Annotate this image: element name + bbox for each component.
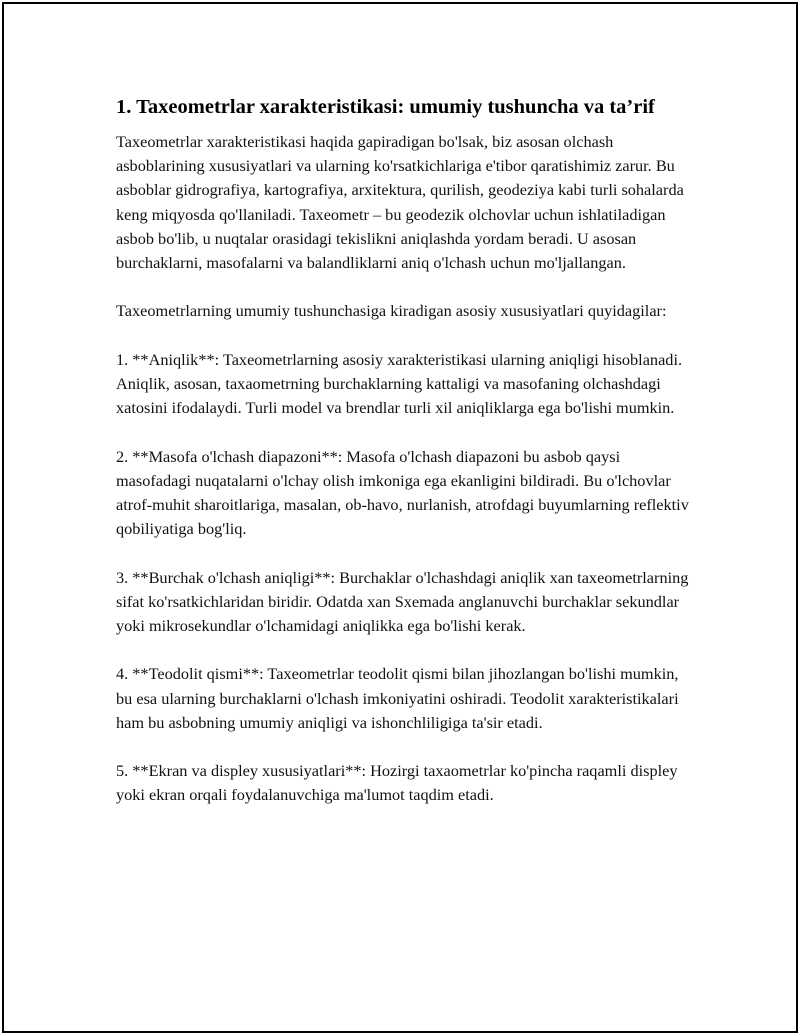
intro-paragraph: Taxeometrlar xarakteristikasi haqida gapiradigan bo'lsak, biz asosan olchash asboblarining xususiyatlari va ularning ko'rsatkichlariga e'tibor qaratishimiz zarur. Bu asboblar gidrografiya, kartografiya, arxitektura, qurilish, geodeziya kabi turli sohalarda keng miqyosda qo'llaniladi. Taxeometr – bu geodezik olchovlar uchun ishlatiladigan asbob bo'lib, u nuqtalar orasidagi tekislikni aniqlashda yordam beradi. U asosan burchaklarni, masofalarni va balandliklarni aniq o'lchash uchun mo'ljallangan. <box>116 132 684 273</box>
list-item-accuracy: 1. **Aniqlik**: Taxeometrlarning asosiy xarakteristikasi ularning aniqligi hisoblanadi. Aniqlik, asosan, taxaometrning burchaklarning kattaligi va masofaning olchashdagi xatosini ifodalaydi. Turli model va brendlar turli xil aniqliklarga ega bo'lishi mumkin. <box>116 349 683 418</box>
list-item-distance-range: 2. **Masofa o'lchash diapazoni**: Masofa o'lchash diapazoni bu asbob qaysi masofadagi nuqatalarni o'lchay olish imkoniga ega ekanligini bildiradi. Bu o'lchovlar atrof-muhit sharoitlariga, masalan, ob-havo, nurlanish, atrofdagi buyumlarning reflektiv qobiliyatiga bog'liq. <box>116 446 689 539</box>
list-item-display: 5. **Ekran va displey xususiyatlari**: Hozirgi taxaometrlar ko'pincha raqamli displey yoki ekran orqali foydalanuvchiga ma'lumot taqdim etadi. <box>116 761 678 805</box>
list-item-theodolite: 4. **Teodolit qismi**: Taxeometrlar teodolit qismi bilan jihozlangan bo'lishi mumkin, bu esa ularning burchaklarni o'lchash imkoniyatini oshiradi. Teodolit xarakteristikalari ham bu asbobning umumiy aniqligi va ishonchliligiga ta'sir etadi. <box>116 664 679 732</box>
section-heading: 1. Taxeometrlar xarakteristikasi: umumiy tushuncha va ta’rif <box>116 96 655 118</box>
list-item-angle-accuracy: 3. **Burchak o'lchash aniqligi**: Burchaklar o'lchashdagi aniqlik xan taxeometrlarning sifat ko'rsatkichlaridan biridir. Odatda xan Sxemada anglanuvchi burchaklar sekundlar yoki mikrosekundlar o'lchamidagi aniqlikka ega bo'lishi kerak. <box>116 567 689 635</box>
list-intro-paragraph: Taxeometrlarning umumiy tushunchasiga kiradigan asosiy xususiyatlari quyidagilar: <box>116 301 667 321</box>
document-body <box>116 92 696 832</box>
